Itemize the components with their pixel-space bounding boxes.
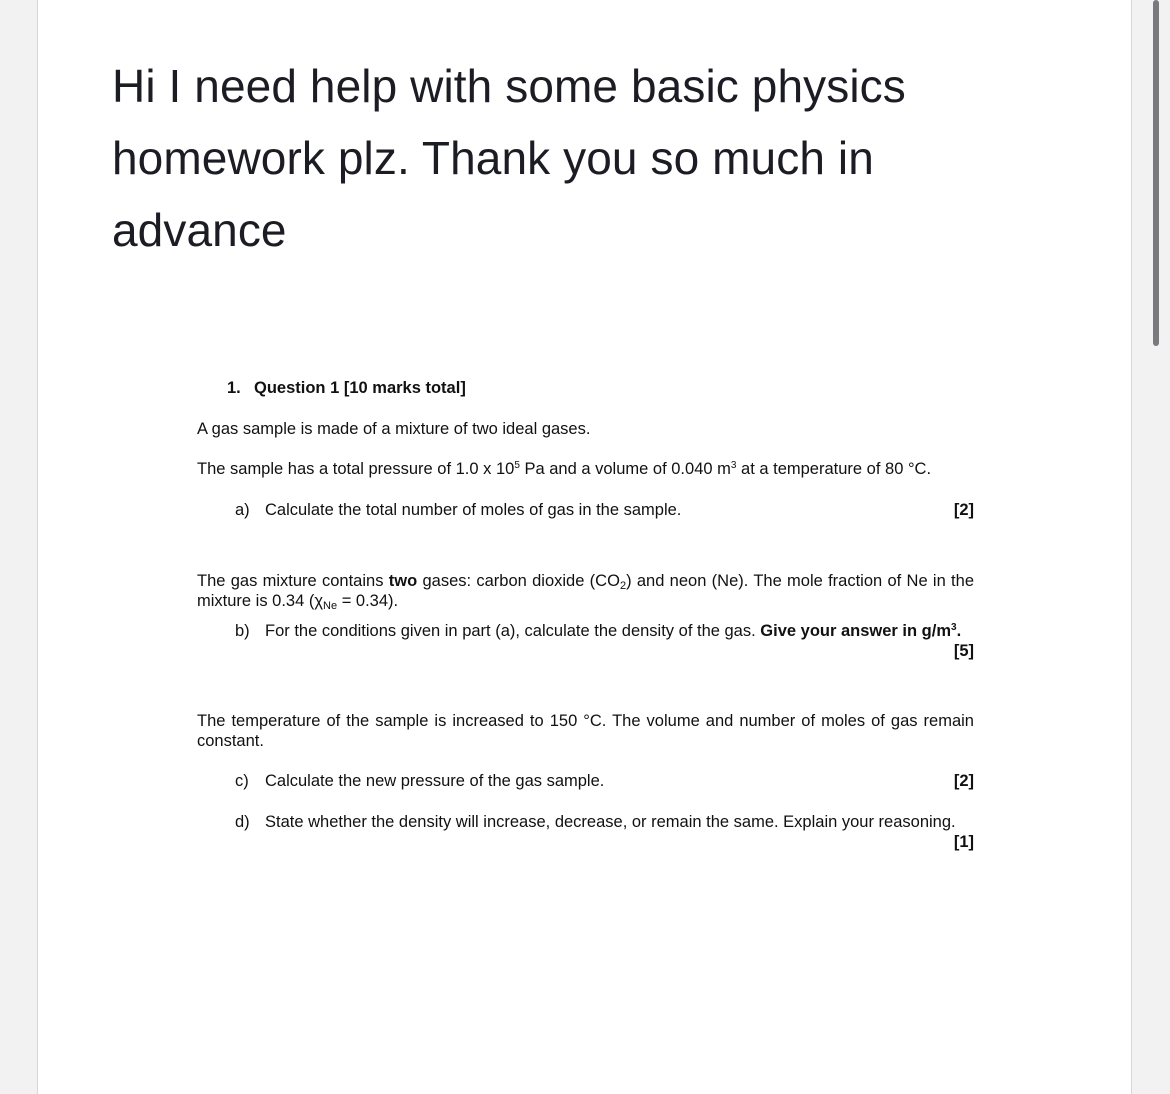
- part-d-label: d): [235, 813, 250, 831]
- part-a: [235, 500, 974, 520]
- part-d: [235, 812, 974, 851]
- chi-subscript: Ne: [323, 600, 338, 612]
- intro-line-2-text-2: Pa and a volume of 0.040 m: [519, 460, 731, 478]
- intro-line-2: [197, 460, 931, 479]
- part-c-marks: [2]: [953, 772, 974, 790]
- co2-subscript: 2: [619, 580, 627, 592]
- part-b-text: [265, 621, 974, 641]
- intro-line-1: A gas sample is made of a mixture of two ideal gases.: [197, 420, 591, 438]
- part-c: [235, 771, 974, 791]
- part-b-bold-end: .: [956, 622, 962, 640]
- question-heading: [227, 379, 466, 398]
- mixture-text-4: = 0.34).: [337, 592, 399, 610]
- part-c-text: Calculate the new pressure of the gas sample.: [265, 772, 605, 790]
- part-b: [235, 621, 974, 660]
- part-a-text: Calculate the total number of moles of gas in the sample.: [265, 501, 682, 519]
- mixture-text-2: gases: carbon dioxide (CO: [417, 572, 620, 590]
- question-number: 1.: [227, 379, 241, 397]
- part-b-plain: For the conditions given in part (a), calculate the density of the gas.: [265, 622, 761, 640]
- part-a-label: a): [235, 501, 250, 519]
- part-b-bold: Give your answer in g/m: [760, 622, 952, 640]
- mixture-bold-two: two: [388, 572, 418, 590]
- part-b-label: b): [235, 622, 250, 640]
- post-text: Hi I need help with some basic physics homework plz. Thank you so much in advance: [112, 60, 906, 256]
- intro-line-2-text-1: The sample has a total pressure of 1.0 x 10: [197, 460, 515, 478]
- chi-symbol: χ: [314, 592, 324, 610]
- part-c-label: c): [235, 772, 249, 790]
- scrollbar-thumb[interactable]: [1153, 0, 1159, 346]
- question-title: Question 1 [10 marks total]: [254, 379, 466, 397]
- mixture-paragraph: [197, 571, 974, 611]
- part-d-marks: [1]: [953, 833, 974, 851]
- part-d-text: State whether the density will increase, decrease, or remain the same. Explain your reasoning.: [265, 813, 956, 831]
- volume-exponent: 3: [730, 460, 737, 471]
- post-page: [37, 0, 1132, 1094]
- part-a-marks: [2]: [953, 501, 974, 519]
- mixture-text-3: ) and neon (Ne). The mole fraction of Ne in the mixture is 0.34 (: [197, 572, 974, 610]
- part-b-exponent: 3: [951, 622, 957, 633]
- vertical-scrollbar[interactable]: [1151, 0, 1161, 350]
- pressure-exponent: 5: [514, 460, 520, 471]
- part-b-marks: [5]: [953, 642, 974, 660]
- mixture-text-1: The gas mixture contains: [197, 572, 389, 590]
- intro-line-2-text-3: at a temperature of 80 °C.: [736, 460, 932, 478]
- temperature-paragraph: The temperature of the sample is increased to 150 °C. The volume and number of moles of gas remain constant.: [197, 712, 974, 750]
